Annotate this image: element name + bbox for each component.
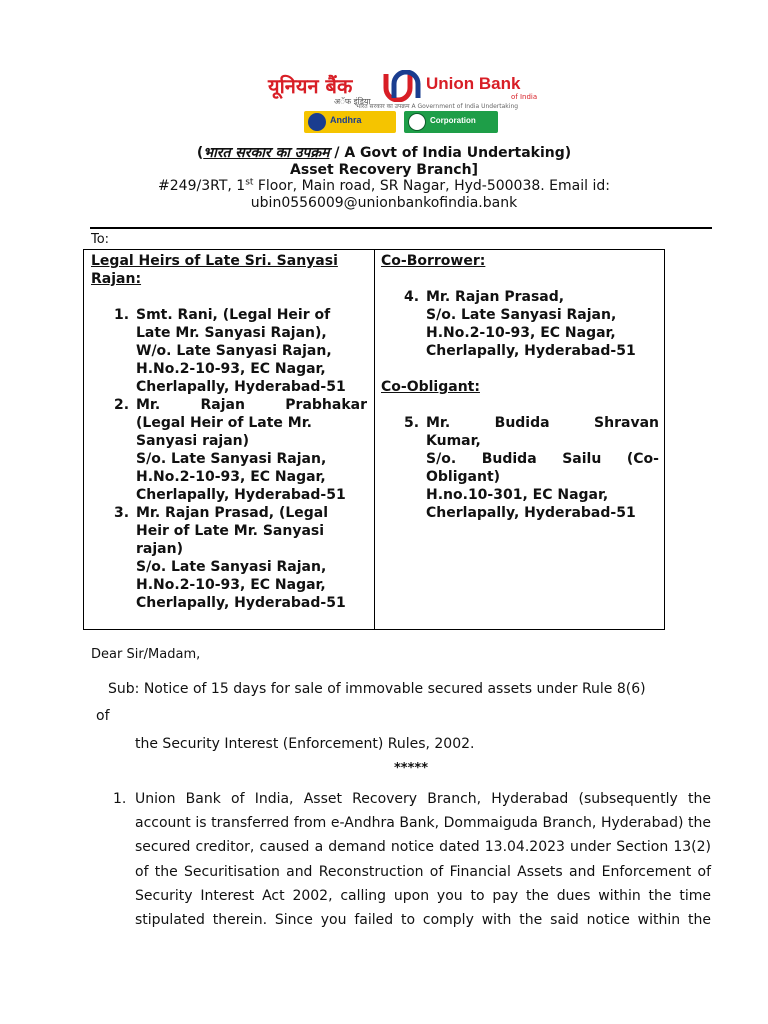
paragraph-line: secured creditor, caused a demand notice dated 13.04.2023 under Section 13(2) (135, 839, 711, 856)
entry-line: Cherlapally, Hyderabad-51 (426, 505, 636, 521)
subject-line: Sub: Notice of 15 days for sale of immovable secured assets under Rule 8(6) (108, 681, 646, 697)
subject-line: the Security Interest (Enforcement) Rules, 2002. (135, 736, 475, 752)
corporation-bank-logo (404, 111, 498, 133)
entry-line: Cherlapally, Hyderabad-51 (136, 379, 346, 395)
header-address (0, 177, 768, 195)
logo-english-name: Union Bank (426, 74, 521, 93)
addressee-entry (404, 414, 659, 522)
addressee-entry (404, 288, 659, 360)
entry-line: S/o. Budida Sailu (Co- (426, 451, 659, 467)
andhra-emblem-icon (308, 113, 326, 131)
paragraph-line: Union Bank of India, Asset Recovery Branch, Hyderabad (subsequently the (135, 791, 711, 807)
union-bank-logo-icon (382, 70, 422, 102)
entry-line: H.no.10-301, EC Nagar, (426, 487, 609, 503)
entry-line: H.No.2-10-93, EC Nagar, (136, 469, 326, 485)
header-divider (90, 227, 712, 229)
entry-line: S/o. Late Sanyasi Rajan, (136, 451, 327, 467)
entry-line: Kumar, (426, 433, 481, 449)
subject-line: of (96, 708, 110, 724)
entry-number: 5. (404, 415, 420, 431)
coborrower-column (381, 252, 659, 522)
header-branch: Asset Recovery Branch] (290, 162, 478, 178)
legal-heirs-column (91, 252, 367, 612)
salutation: Dear Sir/Madam, (91, 647, 201, 662)
andhra-label: Andhra (330, 115, 362, 125)
to-label: To: (91, 232, 110, 247)
addressee-table (83, 249, 665, 630)
coborrower-heading: Co-Borrower: (381, 253, 486, 269)
entry-line: H.No.2-10-93, EC Nagar, (136, 577, 326, 593)
legal-heirs-heading (91, 252, 367, 288)
entry-line: Mr. Budida Shravan (426, 415, 659, 431)
address-part-a: #249/3RT, 1 (158, 178, 246, 194)
notice-paragraph (135, 787, 711, 932)
entry-line: H.No.2-10-93, EC Nagar, (136, 361, 326, 377)
addressee-entry (114, 396, 367, 504)
addressee-entry (114, 504, 367, 612)
paragraph-line: Security Interest Act 2002, calling upon you to pay the dues within the time (135, 887, 711, 904)
entry-line: W/o. Late Sanyasi Rajan, (136, 343, 332, 359)
corporation-label: Corporation (430, 116, 476, 125)
entry-line: Mr. Rajan Prasad, (Legal (136, 505, 329, 521)
entry-line: Late Mr. Sanyasi Rajan), (136, 325, 327, 341)
corporation-emblem-icon (408, 113, 426, 131)
entry-number: 1. (114, 307, 130, 323)
table-column-divider (374, 250, 375, 629)
entry-line: Sanyasi rajan) (136, 433, 250, 449)
legal-heirs-heading-line: Legal Heirs of Late Sri. Sanyasi (91, 253, 338, 269)
logo-english-sub: of India (511, 93, 538, 101)
entry-line: Heir of Late Mr. Sanyasi (136, 523, 325, 539)
header-hindi: भारत सरकार का उपक्रम (203, 145, 330, 161)
entry-line: Cherlapally, Hyderabad-51 (136, 487, 346, 503)
paragraph-line: stipulated therein. Since you failed to comply with the said notice within the (135, 912, 711, 929)
coobligant-heading: Co-Obligant: (381, 379, 480, 395)
entry-line: Mr. Rajan Prasad, (426, 289, 565, 305)
entry-line: rajan) (136, 541, 183, 557)
bank-logo (236, 62, 568, 142)
header-line1-suffix: / A Govt of India Undertaking) (329, 145, 572, 161)
entry-number: 2. (114, 397, 130, 413)
section-separator: ***** (394, 761, 428, 776)
logo-hindi-name: यूनियन बैंक (268, 74, 353, 98)
header-email: ubin0556009@unionbankofindia.bank (250, 195, 518, 211)
entry-line: H.No.2-10-93, EC Nagar, (426, 325, 616, 341)
entry-number: 4. (404, 289, 420, 305)
address-sup: st (245, 177, 254, 188)
addressee-entry (114, 306, 367, 396)
entry-line: Cherlapally, Hyderabad-51 (136, 595, 346, 611)
entry-number: 3. (114, 505, 130, 521)
address-part-b: Floor, Main road, SR Nagar, Hyd-500038. Email id: (253, 178, 610, 194)
paragraph-line: account is transferred from e-Andhra Bank, Dommaiguda Branch, Hyderabad) the (135, 815, 711, 832)
legal-heirs-heading-line: Rajan: (91, 271, 142, 287)
entry-line: Cherlapally, Hyderabad-51 (426, 343, 636, 359)
andhra-bank-logo (304, 111, 396, 133)
entry-line: Obligant) (426, 469, 501, 485)
paragraph-number: 1. (113, 791, 127, 807)
entry-line: Smt. Rani, (Legal Heir of (136, 307, 331, 323)
logo-tagline: भारत सरकार का उपक्रम A Government of India Undertaking (356, 103, 519, 110)
entry-line: Mr. Rajan Prabhakar (136, 397, 367, 413)
logo-hindi-sub: अॅफ इंडिया (334, 97, 371, 106)
paragraph-line: of the Securitisation and Reconstruction of Financial Assets and Enforcement of (135, 863, 711, 880)
entry-line: (Legal Heir of Late Mr. (136, 415, 312, 431)
header-undertaking: (भारत सरकार का उपक्रम / A Govt of India Undertaking) (196, 145, 572, 161)
entry-line: S/o. Late Sanyasi Rajan, (136, 559, 327, 575)
entry-line: S/o. Late Sanyasi Rajan, (426, 307, 617, 323)
